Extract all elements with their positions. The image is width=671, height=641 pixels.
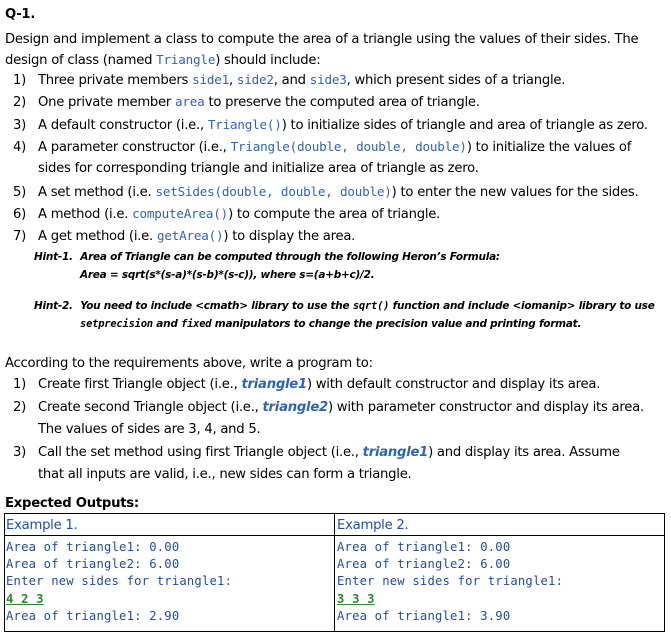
requirement-text: , and: [273, 73, 310, 88]
requirement-number: 3): [13, 118, 27, 133]
outputs-heading: Expected Outputs:: [5, 496, 139, 511]
task-text: Create second Triangle object (i.e.,: [38, 400, 263, 415]
hint-1-label: Hint-1.: [34, 251, 73, 263]
requirement-item: [13, 139, 631, 155]
requirement-number: 7): [13, 229, 27, 244]
requirement-item: [13, 206, 440, 222]
hint-1-text: Area of Triangle can be computed through the following Heron’s Formula:: [80, 251, 500, 263]
hint-2-label: Hint-2.: [34, 300, 73, 312]
output-line: Enter new sides for triangle1:: [6, 574, 233, 588]
hint-2-text: function and include <iomanip> library to use: [389, 300, 655, 312]
hint-2-code: fixed: [181, 318, 212, 330]
requirement-code: side2: [236, 72, 274, 87]
hint-1-formula: Area = sqrt(s*(s-a)*(s-b)*(s-c)), where s=(a+b+c)/2.: [80, 269, 375, 281]
requirement-text: ) to display the area.: [223, 229, 356, 244]
task-continuation: that all inputs are valid, i.e., new sides can form a triangle.: [38, 467, 412, 482]
intro-text: design of class (named: [5, 53, 157, 68]
task-item: [13, 400, 644, 415]
intro-line-1: Design and implement a class to compute the area of a triangle using the values of their sides. The: [5, 32, 639, 47]
requirement-number: 2): [13, 95, 27, 110]
task-object-code: triangle2: [262, 400, 328, 415]
requirement-item: [13, 228, 355, 244]
example-title: Example 1.: [6, 518, 78, 533]
requirement-text: Three private members: [38, 73, 193, 88]
requirement-text: to preserve the computed area of triangle.: [204, 95, 480, 110]
output-line: Area of triangle2: 6.00: [6, 557, 180, 571]
requirement-code: computeArea(): [132, 206, 229, 221]
requirement-code: setSides(double, double, double): [155, 184, 392, 199]
task-number: 2): [13, 400, 27, 415]
requirement-text: ,: [228, 73, 237, 88]
hint-2-text: You need to include <cmath> library to use the: [80, 300, 353, 312]
user-input-line: 4 2 3: [6, 592, 44, 606]
hint-1: [34, 251, 500, 263]
requirement-text: A method (i.e.: [38, 207, 133, 222]
requirement-number: 6): [13, 207, 27, 222]
task-text: Create first Triangle object (i.e.,: [38, 377, 242, 392]
requirement-code: Triangle(): [207, 117, 282, 132]
requirement-continuation: sides for corresponding triangle and initialize area of triangle as zero.: [38, 161, 479, 176]
requirement-item: [13, 117, 648, 133]
requirement-text: A get method (i.e.: [38, 229, 157, 244]
intro-text: ) should include:: [215, 53, 321, 68]
requirement-item: [13, 184, 638, 200]
user-input-line: 3 3 3: [337, 592, 375, 606]
requirement-number: 4): [13, 140, 27, 155]
requirement-text: A parameter constructor (i.e.,: [38, 140, 231, 155]
task-text: ) and display its area. Assume: [428, 445, 620, 460]
hint-2-text: manipulators to change the precision value and printing format.: [211, 318, 582, 330]
intro-line-2: [5, 52, 320, 68]
task-item: [13, 445, 620, 460]
task-text: Call the set method using first Triangle object (i.e.,: [38, 445, 363, 460]
output-line: Enter new sides for triangle1:: [337, 574, 564, 588]
class-name-code: Triangle: [156, 52, 216, 67]
requirement-text: , which present sides of a triangle.: [346, 73, 566, 88]
task-number: 3): [13, 445, 27, 460]
output-line: Area of triangle1: 0.00: [337, 540, 511, 554]
requirement-code: getArea(): [156, 228, 224, 243]
output-line: Area of triangle2: 6.00: [337, 557, 511, 571]
example-title: Example 2.: [337, 518, 409, 533]
task-item: [13, 377, 600, 392]
output-line: Area of triangle1: 0.00: [6, 540, 180, 554]
hint-2: [34, 300, 655, 312]
requirement-text: ) to compute the area of triangle.: [228, 207, 441, 222]
requirement-number: 5): [13, 185, 27, 200]
task-number: 1): [13, 377, 27, 392]
requirement-code: Triangle(double, double, double): [230, 139, 467, 154]
requirement-item: [13, 72, 565, 88]
output-result-line: Area of triangle1: 3.90: [337, 609, 511, 623]
requirement-code: side3: [309, 72, 347, 87]
task-object-code: triangle1: [362, 445, 429, 460]
task-text: ) with parameter constructor and display its area.: [327, 400, 644, 415]
task-continuation: The values of sides are 3, 4, and 5.: [38, 422, 261, 437]
program-intro: According to the requirements above, write a program to:: [5, 356, 373, 371]
hint-2-code: setprecision: [80, 318, 153, 330]
requirement-code: side1: [192, 72, 229, 87]
hint-2-code: sqrt(): [352, 300, 390, 312]
requirement-code: area: [175, 94, 205, 109]
requirement-text: ) to initialize sides of triangle and area of triangle as zero.: [281, 118, 648, 133]
hint-2-text: and: [152, 318, 181, 330]
output-result-line: Area of triangle1: 2.90: [6, 609, 180, 623]
requirement-number: 1): [13, 73, 27, 88]
requirement-text: ) to enter the new values for the sides.: [391, 185, 639, 200]
hint-2-line-2: [80, 318, 581, 330]
table-column-divider: [334, 513, 335, 632]
requirement-text: ) to initialize the values of: [466, 140, 632, 155]
requirement-text: A set method (i.e.: [38, 185, 156, 200]
task-text: ) with default constructor and display its area.: [306, 377, 601, 392]
question-number: Q-1.: [5, 7, 36, 22]
requirement-text: One private member: [38, 95, 176, 110]
requirement-item: [13, 94, 480, 110]
task-object-code: triangle1: [241, 377, 307, 392]
requirement-text: A default constructor (i.e.,: [38, 118, 208, 133]
